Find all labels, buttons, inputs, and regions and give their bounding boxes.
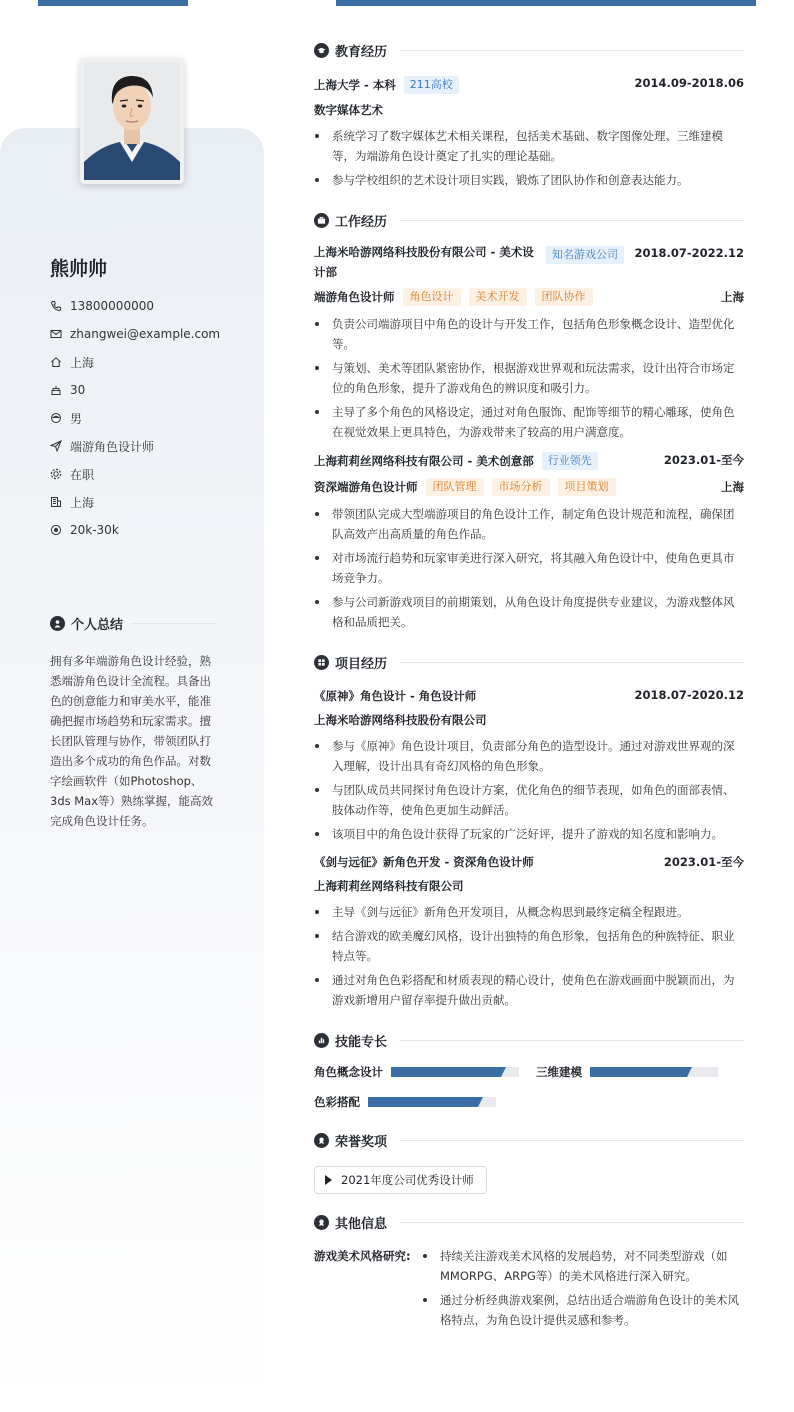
job-entry	[314, 452, 744, 632]
job-header-row	[314, 246, 744, 282]
other-title: 其他信息	[335, 1216, 388, 1232]
phone-icon	[50, 300, 62, 312]
divider	[399, 1140, 744, 1141]
skill-name: 色彩搭配	[314, 1095, 360, 1109]
project-header-row	[314, 854, 744, 870]
info-text: 30	[70, 383, 86, 397]
project-name: 《原神》角色设计 - 角色设计师	[314, 689, 477, 703]
company-tag: 行业领先	[542, 452, 598, 470]
project-company-row	[314, 878, 744, 894]
job-city: 上海	[721, 480, 744, 494]
list-item: 主导《剑与远征》新角色开发项目，从概念构思到最终定稿全程跟进。	[314, 902, 744, 922]
skill-tag: 团队协作	[535, 288, 593, 306]
skill-level-bar	[368, 1097, 496, 1107]
main-column	[314, 38, 744, 1334]
skill-tag: 团队管理	[426, 478, 484, 496]
divider	[399, 1222, 744, 1223]
info-text: 端游角色设计师	[70, 439, 155, 454]
info-text: 13800000000	[70, 299, 154, 313]
job-city: 上海	[721, 290, 744, 304]
award-icon	[314, 1215, 329, 1230]
info-phone	[50, 292, 260, 320]
award-item	[314, 1166, 487, 1194]
list-item: 对市场流行趋势和玩家审美进行深入研究，将其融入角色设计中，使角色更具市场竞争力。	[314, 548, 744, 588]
project-entry	[314, 854, 744, 1010]
list-item: 通过对角色色彩搭配和材质表现的精心设计，使角色在游戏画面中脱颖而出，为游戏新增用户留存率提升做出贡献。	[314, 970, 744, 1010]
job-role-row	[314, 478, 744, 496]
job-date: 2023.01-至今	[663, 453, 744, 467]
skill-name: 三维建模	[536, 1065, 582, 1079]
other-section-header	[314, 1210, 744, 1234]
other-bullets	[422, 1246, 744, 1334]
list-item: 结合游戏的欧美魔幻风格，设计出独特的角色形象，包括角色的种族特征、职业特点等。	[314, 926, 744, 966]
work-title: 工作经历	[335, 214, 388, 230]
education-major-row	[314, 102, 744, 118]
list-item: 负责公司端游项目中角色的设计与开发工作，包括角色形象概念设计、造型优化等。	[314, 314, 744, 354]
work-section-header	[314, 208, 744, 232]
skill-tag: 角色设计	[403, 288, 461, 306]
project-entry	[314, 688, 744, 844]
award-icon	[314, 1133, 329, 1148]
project-company-row	[314, 712, 744, 728]
skill-tag: 项目策划	[558, 478, 616, 496]
company-name: 上海莉莉丝网络科技有限公司 - 美术创意部	[314, 454, 534, 468]
education-header-row	[314, 76, 744, 94]
education-entry	[314, 76, 744, 190]
project-company: 上海莉莉丝网络科技有限公司	[314, 879, 464, 893]
bar-chart-icon	[314, 1033, 329, 1048]
list-item: 带领团队完成大型端游项目的角色设计工作，制定角色设计规范和流程，确保团队高效产出高质量的角色作品。	[314, 504, 744, 544]
info-status	[50, 460, 260, 488]
info-text: 男	[70, 411, 83, 426]
skill-level-fill	[590, 1067, 687, 1077]
project-header-row	[314, 688, 744, 704]
list-item: 参与《原神》角色设计项目，负责部分角色的造型设计。通过对游戏世界观的深入理解，设计出具有奇幻风格的角色形象。	[314, 736, 744, 776]
job-entry	[314, 246, 744, 442]
skill-name: 角色概念设计	[314, 1065, 383, 1079]
award-text: 2021年度公司优秀设计师	[341, 1173, 474, 1187]
skill-item	[314, 1094, 536, 1110]
contact-info-list	[50, 292, 260, 544]
awards-section-header	[314, 1128, 744, 1152]
building-icon	[50, 496, 62, 508]
project-name: 《剑与远征》新角色开发 - 资深角色设计师	[314, 855, 534, 869]
project-bullets	[314, 736, 744, 844]
info-position	[50, 432, 260, 460]
divider	[131, 623, 216, 624]
project-bullets	[314, 902, 744, 1010]
job-role-row	[314, 288, 744, 306]
education-title: 教育经历	[335, 44, 388, 60]
list-item: 与团队成员共同探讨角色设计方案，优化角色的细节表现，如角色的面部表情、肢体动作等，使角色更加生动鲜活。	[314, 780, 744, 820]
list-item: 该项目中的角色设计获得了玩家的广泛好评，提升了游戏的知名度和影响力。	[314, 824, 744, 844]
education-section-header	[314, 38, 744, 62]
skill-level-bar	[391, 1067, 519, 1077]
info-text: 在职	[70, 467, 95, 482]
info-text: zhangwei@example.com	[70, 327, 221, 341]
skill-tag: 市场分析	[492, 478, 550, 496]
status-icon	[50, 468, 62, 480]
skill-level-bar	[590, 1067, 718, 1077]
graduation-cap-icon	[314, 43, 329, 58]
summary-section-header	[50, 614, 216, 633]
profile-photo	[80, 58, 184, 184]
job-header-row	[314, 452, 744, 470]
company-tag: 知名游戏公司	[546, 246, 624, 264]
project-date: 2023.01-至今	[663, 855, 744, 869]
skills-title: 技能专长	[335, 1034, 388, 1050]
job-role: 资深端游角色设计师	[314, 480, 418, 494]
top-accent-bar-right	[336, 0, 756, 6]
list-item: 系统学习了数字媒体艺术相关课程，包括美术基础、数字图像处理、三维建模等，为端游角色设计奠定了扎实的理论基础。	[314, 126, 744, 166]
skill-level-fill	[368, 1097, 478, 1107]
job-bullets	[314, 314, 744, 442]
candidate-name: 熊帅帅	[50, 258, 108, 280]
skills-section-header	[314, 1028, 744, 1052]
info-city	[50, 488, 260, 516]
briefcase-icon	[314, 213, 329, 228]
job-bullets	[314, 504, 744, 632]
major-name: 数字媒体艺术	[314, 103, 383, 117]
info-email	[50, 320, 260, 348]
home-icon	[50, 356, 62, 368]
info-text: 20k-30k	[70, 523, 119, 537]
divider	[399, 50, 744, 51]
projects-section-header	[314, 650, 744, 674]
user-icon	[50, 616, 65, 631]
school-name: 上海大学 - 本科	[314, 78, 396, 92]
skills-list	[314, 1064, 744, 1110]
company-name: 上海米哈游网络科技股份有限公司 - 美术设计部	[314, 245, 534, 279]
skill-item	[536, 1064, 718, 1080]
project-company: 上海米哈游网络科技股份有限公司	[314, 713, 487, 727]
divider	[399, 662, 744, 663]
send-icon	[50, 440, 62, 452]
other-label: 游戏美术风格研究:	[314, 1249, 411, 1263]
gender-icon	[50, 412, 62, 424]
projects-title: 项目经历	[335, 656, 388, 672]
divider	[399, 220, 744, 221]
grid-icon	[314, 655, 329, 670]
skill-level-fill	[391, 1067, 501, 1077]
info-salary	[50, 516, 260, 544]
job-role: 端游角色设计师	[314, 290, 395, 304]
skill-tag: 美术开发	[469, 288, 527, 306]
list-item: 参与学校组织的艺术设计项目实践，锻炼了团队协作和创意表达能力。	[314, 170, 744, 190]
info-gender	[50, 404, 260, 432]
info-age	[50, 376, 260, 404]
info-text: 上海	[70, 495, 95, 510]
list-item: 主导了多个角色的风格设定，通过对角色服饰、配饰等细节的精心雕琢，使角色在视觉效果上更具特色，为游戏带来了较高的用户满意度。	[314, 402, 744, 442]
top-accent-bar-left	[38, 0, 188, 6]
skill-item	[314, 1064, 536, 1080]
play-icon	[325, 1175, 332, 1185]
info-text: 上海	[70, 355, 95, 370]
summary-title: 个人总结	[71, 618, 124, 633]
project-date: 2018.07-2020.12	[634, 688, 744, 702]
mail-icon	[50, 328, 62, 340]
divider	[399, 1040, 744, 1041]
list-item: 持续关注游戏美术风格的发展趋势，对不同类型游戏（如MMORPG、ARPG等）的美术风格进行深入研究。	[422, 1246, 744, 1286]
list-item: 与策划、美术等团队紧密协作，根据游戏世界观和玩法需求，设计出符合市场定位的角色形象，提升了游戏角色的辨识度和吸引力。	[314, 358, 744, 398]
list-item: 通过分析经典游戏案例，总结出适合端游角色设计的美术风格特点，为角色设计提供灵感和参考。	[422, 1290, 744, 1330]
age-icon	[50, 384, 62, 396]
summary-text: 拥有多年端游角色设计经验，熟悉端游角色设计全流程。具备出色的创意能力和审美水平，能准确把握市场趋势和玩家需求。擅长团队管理与协作，带领团队打造出多个成功的角色作品。对数字绘画软件（如Photoshop、3ds Max等）熟练掌握，能高效完成角色设计任务。	[50, 654, 214, 828]
salary-icon	[50, 524, 62, 536]
job-date: 2018.07-2022.12	[634, 246, 744, 260]
other-entry	[314, 1246, 744, 1334]
awards-title: 荣誉奖项	[335, 1134, 388, 1150]
school-tag: 211高校	[404, 76, 459, 94]
info-address	[50, 348, 260, 376]
education-date: 2014.09-2018.06	[634, 76, 744, 90]
list-item: 参与公司新游戏项目的前期策划，从角色设计角度提供专业建议，为游戏整体风格和品质把关。	[314, 592, 744, 632]
portrait-image	[80, 58, 184, 184]
education-bullets	[314, 126, 744, 190]
